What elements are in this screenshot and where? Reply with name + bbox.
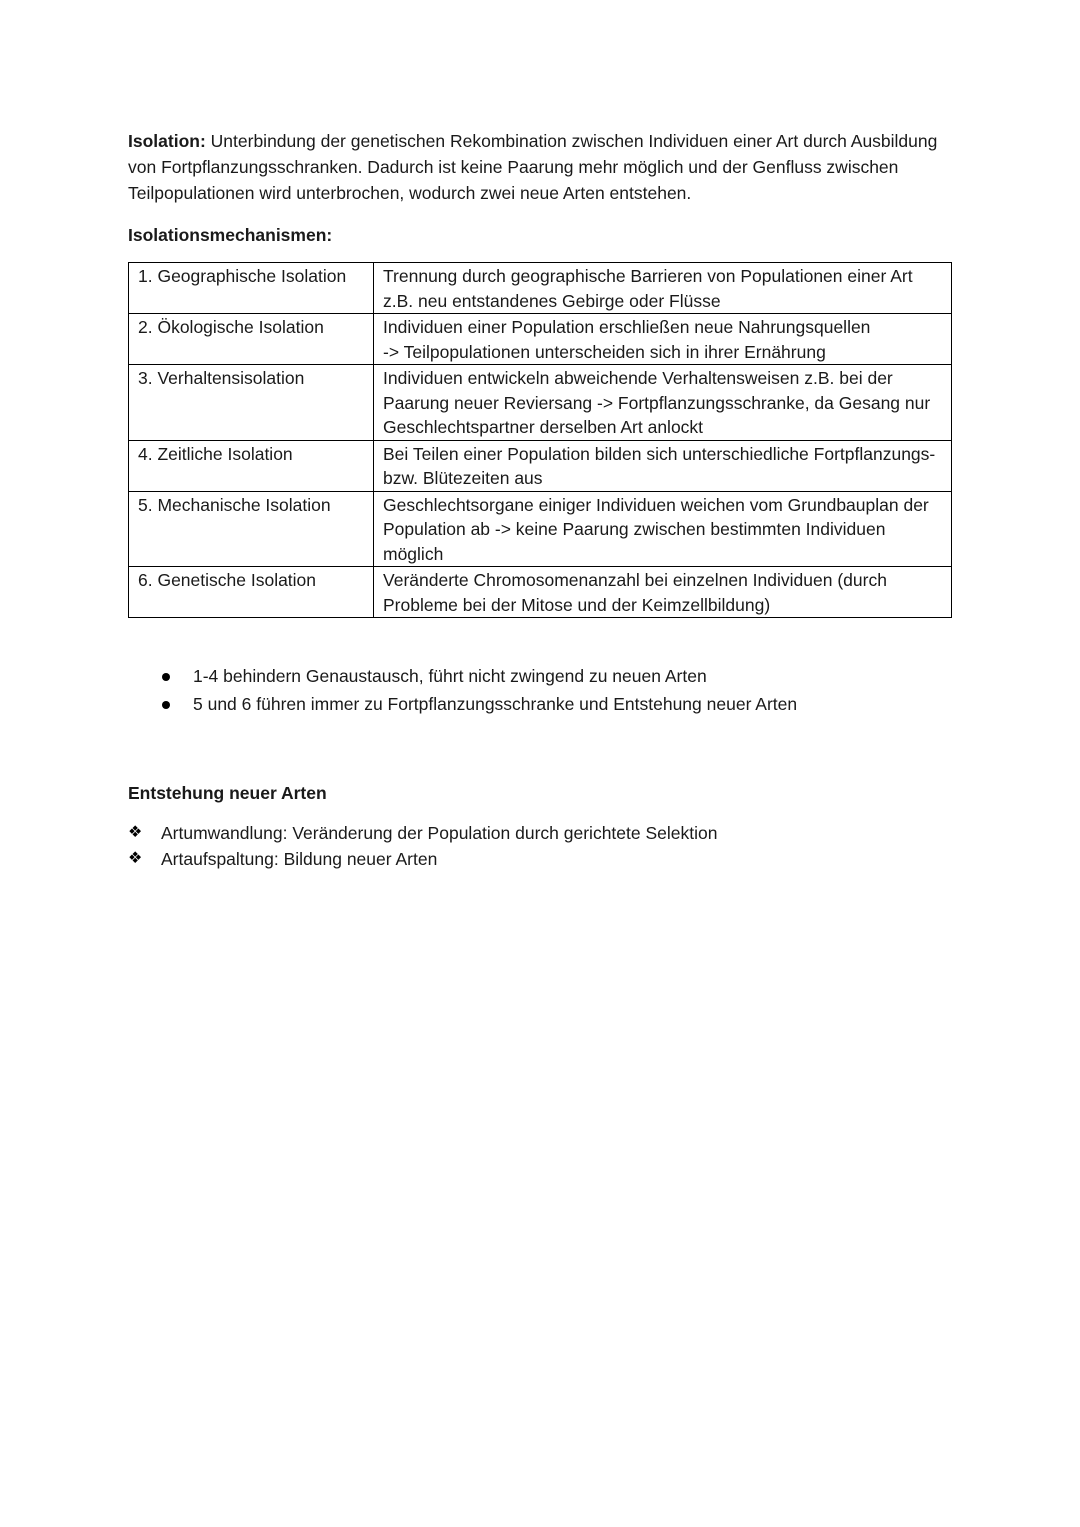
note-text: 5 und 6 führen immer zu Fortpflanzungsschranke und Entstehung neuer Arten: [193, 694, 798, 714]
mechanism-description: Trennung durch geographische Barrieren von Populationen einer Art z.B. neu entstandenes Gebirge oder Flüsse: [374, 263, 952, 314]
mechanism-name: 5. Mechanische Isolation: [129, 491, 374, 567]
mechanism-name: 1. Geographische Isolation: [129, 263, 374, 314]
mechanism-description: Individuen entwickeln abweichende Verhaltensweisen z.B. bei der Paarung neuer Reviersang -> Fortpflanzungsschranke, da Gesang nur Geschlechtspartner derselben Art anlockt: [374, 365, 952, 441]
mechanism-description: [374, 314, 952, 365]
table-row: [129, 567, 952, 618]
isolation-definition-text: Unterbindung der genetischen Rekombination zwischen Individuen einer Art durch Ausbildung von Fortpflanzungsschranken. Dadurch ist keine Paarung mehr möglich und der Genfluss zwischen Teilpopulationen wird unterbrochen, wodurch zwei neue Arten entstehen.: [128, 131, 938, 203]
mechanism-description-line: Individuen einer Population erschließen neue Nahrungsquellen: [383, 317, 871, 337]
mechanism-name: 4. Zeitliche Isolation: [129, 440, 374, 491]
speciation-item-text: Artumwandlung: Veränderung der Population durch gerichtete Selektion: [161, 823, 718, 843]
note-text: 1-4 behindern Genaustausch, führt nicht zwingend zu neuen Arten: [193, 666, 707, 686]
isolation-mechanisms-table: [128, 262, 952, 618]
list-item: [128, 690, 952, 718]
mechanism-name: 6. Genetische Isolation: [129, 567, 374, 618]
isolation-term: Isolation:: [128, 131, 206, 151]
bullet-dot-icon: [162, 701, 170, 709]
table-row: [129, 314, 952, 365]
mechanism-description: Bei Teilen einer Population bilden sich unterschiedliche Fortpflanzungs- bzw. Blütezeiten aus: [374, 440, 952, 491]
table-row: [129, 491, 952, 567]
speciation-item-text: Artaufspaltung: Bildung neuer Arten: [161, 849, 438, 869]
diamond-bullet-icon: ❖: [128, 824, 143, 841]
speciation-heading: Entstehung neuer Arten: [128, 783, 327, 803]
mechanism-description-line: -> Teilpopulationen unterscheiden sich in ihrer Ernährung: [383, 341, 826, 362]
bullet-dot-icon: [162, 673, 170, 681]
isolation-definition: [128, 128, 952, 206]
mechanism-name: 3. Verhaltensisolation: [129, 365, 374, 441]
mechanism-description: Geschlechtsorgane einiger Individuen weichen vom Grundbauplan der Population ab -> keine Paarung zwischen bestimmten Individuen möglich: [374, 491, 952, 567]
mechanisms-heading: Isolationsmechanismen:: [128, 225, 333, 245]
mechanism-description: Veränderte Chromosomenanzahl bei einzelnen Individuen (durch Probleme bei der Mitose und der Keimzellbildung): [374, 567, 952, 618]
mechanism-name: 2. Ökologische Isolation: [129, 314, 374, 365]
table-row: [129, 365, 952, 441]
list-item: [128, 820, 952, 846]
diamond-bullet-icon: ❖: [128, 850, 143, 867]
list-item: [128, 846, 952, 872]
list-item: [128, 662, 952, 690]
notes-list: [128, 662, 952, 718]
speciation-list: [128, 820, 952, 872]
table-row: [129, 263, 952, 314]
document-page: [128, 128, 952, 872]
table-row: [129, 440, 952, 491]
